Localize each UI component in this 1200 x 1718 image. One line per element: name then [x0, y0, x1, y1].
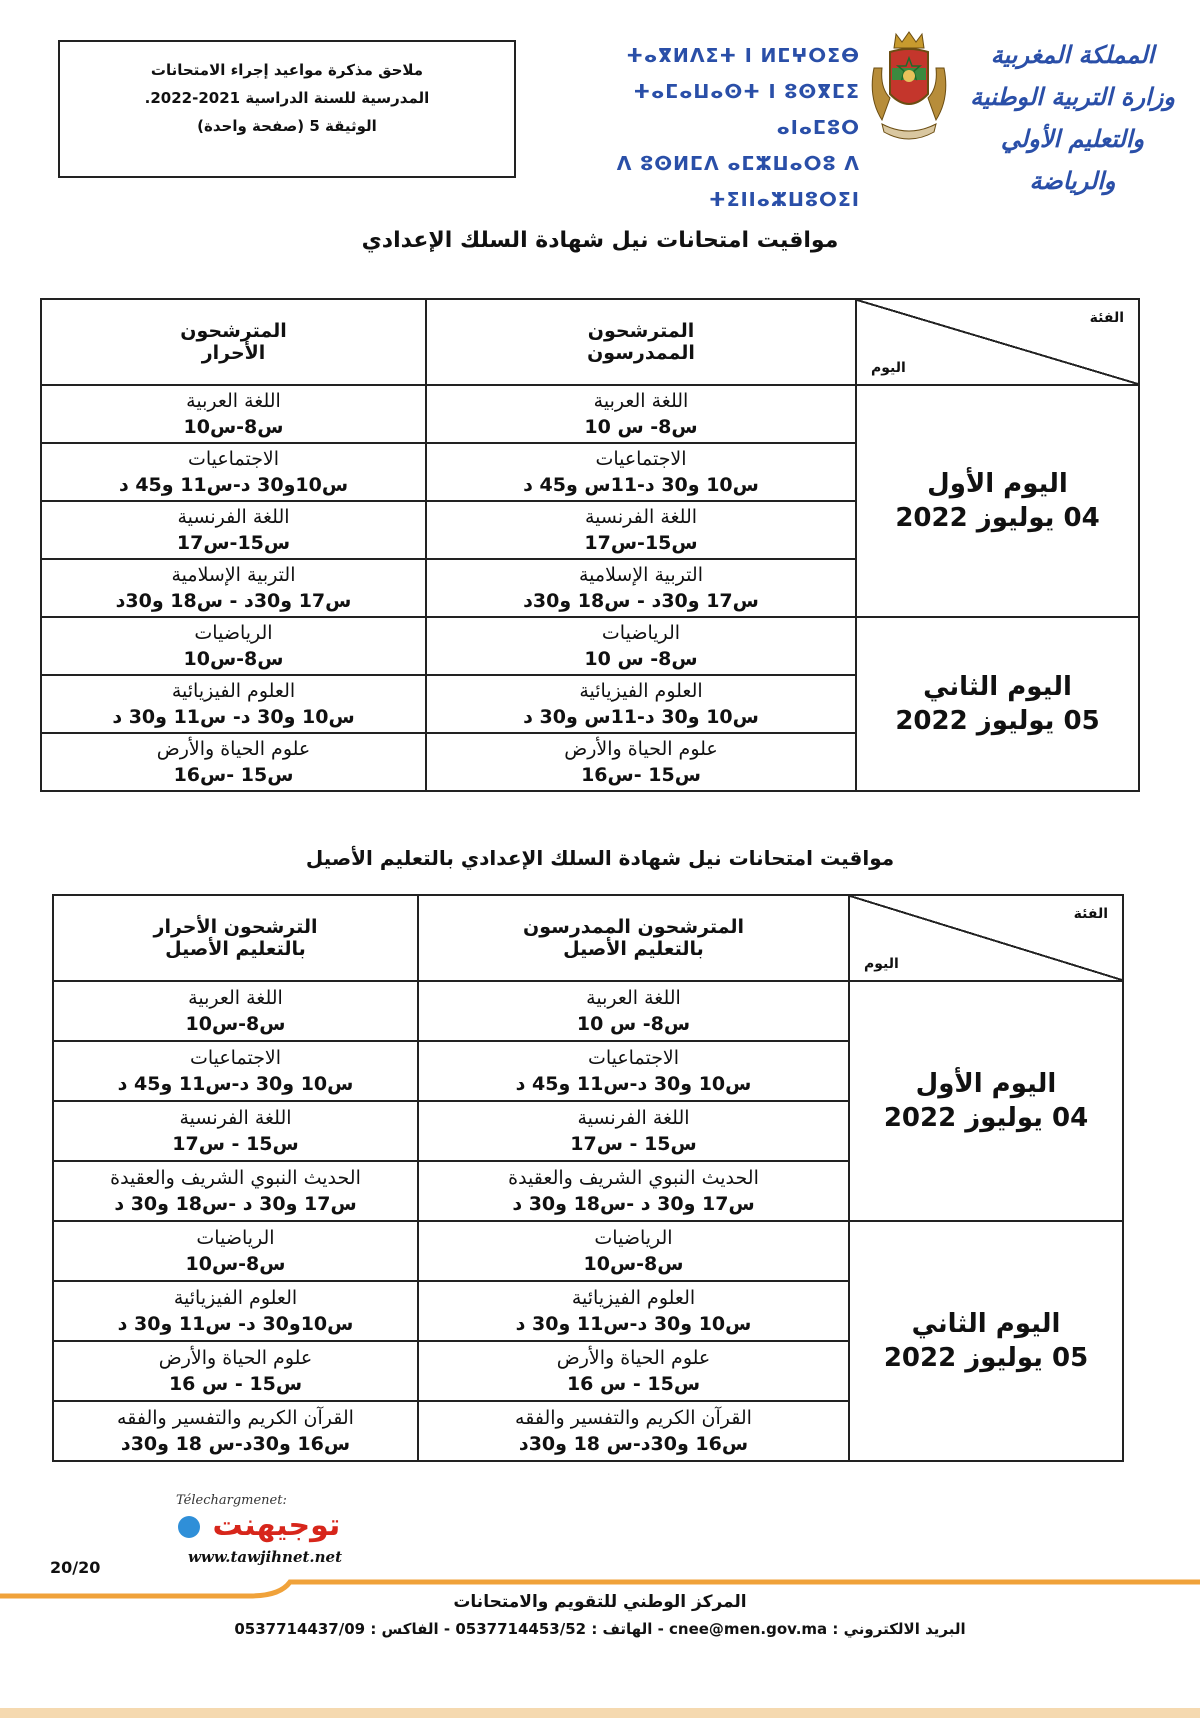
day-name: اليوم الثاني: [923, 672, 1072, 702]
exam-time: س10 و30 د-س11 و45 د: [515, 1073, 752, 1095]
day-name: اليوم الأول: [915, 1069, 1057, 1099]
exam-subject: اللغة الفرنسية: [179, 1107, 292, 1129]
schooled-exam-cell: [426, 385, 856, 443]
exam-subject: علوم الحياة والأرض: [158, 1347, 313, 1369]
exam-time: س8-س10: [185, 1253, 286, 1275]
corner-day: اليوم: [864, 956, 899, 972]
column-free-header: [53, 895, 418, 981]
column-free-line-1: الترشحون الأحرار: [153, 916, 318, 938]
schooled-exam-cell: [426, 559, 856, 617]
exam-time: س10و30 د-س11 و45 د: [118, 474, 349, 496]
free-exam-cell: [41, 675, 426, 733]
exam-time: س17 و30 د -س18 و30 د: [512, 1193, 755, 1215]
table1-title: مواقيت امتحانات نيل شهادة السلك الإعدادي: [361, 228, 839, 253]
column-schooled-header: [418, 895, 849, 981]
exam-row: [53, 1221, 1123, 1281]
column-schooled-line-1: المترشحون: [587, 320, 695, 342]
column-schooled-line-1: المترشحون الممدرسون: [523, 916, 744, 938]
exam-time: س10 و30 د-11س و30 د: [523, 706, 759, 728]
exam-subject: اللغة الفرنسية: [577, 1107, 690, 1129]
ministry-name: [960, 34, 1185, 202]
website-link[interactable]: www.tawjihnet.net: [188, 1548, 343, 1566]
amazigh-line-3: ⴷ ⵓⵙⵍⵎⴷ ⴰⵎⵣⵡⴰⵔⵓ ⴷ ⵜⵉⵏⵏⴰⵣⵡⵓⵔⵉⵏ: [616, 153, 860, 211]
exam-subject: الرياضيات: [594, 1227, 673, 1249]
exam-subject: القرآن الكريم والتفسير والفقه: [515, 1407, 752, 1429]
exam-time: س15 - س 16: [566, 1373, 701, 1395]
day-date: 05 يوليوز 2022: [895, 706, 1100, 736]
exam-subject: علوم الحياة والأرض: [556, 1347, 711, 1369]
table2-title: مواقيت امتحانات نيل شهادة السلك الإعدادي بالتعليم الأصيل: [305, 846, 895, 870]
exam-row: [41, 617, 1139, 675]
free-exam-cell: [53, 1221, 418, 1281]
tawjihnet-logo-text: توجيهنت: [212, 1508, 341, 1543]
exam-subject: العلوم الفيزيائية: [571, 1287, 696, 1309]
exam-subject: العلوم الفيزيائية: [171, 680, 296, 702]
exam-subject: اللغة العربية: [188, 987, 283, 1009]
exam-time: س15 - س17: [172, 1133, 299, 1155]
free-exam-cell: [41, 559, 426, 617]
exam-subject: علوم الحياة والأرض: [156, 738, 311, 760]
ministry-line-1: المملكة المغربية: [990, 40, 1155, 69]
exam-time: س15 - س17: [570, 1133, 697, 1155]
exam-time: س10 و30 د-س11 و45 د: [117, 1073, 354, 1095]
exam-time: س17 و30د - س18 و30د: [115, 590, 352, 612]
column-schooled-header: [426, 299, 856, 385]
corner-day: اليوم: [871, 360, 906, 376]
exam-time: س8-س10: [183, 416, 284, 438]
exam-time: س16 و30د-س 18 و30د: [120, 1433, 351, 1455]
day-name: اليوم الثاني: [911, 1309, 1061, 1339]
exam-time: س17 و30 د -س18 و30 د: [114, 1193, 357, 1215]
schooled-exam-cell: [426, 733, 856, 791]
exam-subject: الحديث النبوي الشريف والعقيدة: [508, 1167, 759, 1189]
day-name: اليوم الأول: [927, 469, 1068, 499]
free-exam-cell: [53, 1161, 418, 1221]
exam-time: س8- س 10: [576, 1013, 691, 1035]
amazigh-line-2: ⵜⴰⵎⴰⵡⴰⵙⵜ ⵏ ⵓⵙⴳⵎⵉ ⴰⵏⴰⵎⵓⵔ: [633, 81, 860, 139]
day-cell: [856, 385, 1139, 617]
exam-subject: القرآن الكريم والتفسير والفقه: [117, 1407, 354, 1429]
corner-header: [849, 895, 1123, 981]
annex-line-1: ملاحق مذكرة مواعيد إجراء الامتحانات: [150, 61, 424, 79]
free-exam-cell: [53, 1101, 418, 1161]
schooled-exam-cell: [426, 443, 856, 501]
day-date: 04 يوليوز 2022: [883, 1103, 1089, 1133]
day-cell: [849, 1221, 1123, 1461]
schooled-exam-cell: [418, 1281, 849, 1341]
schooled-exam-cell: [426, 675, 856, 733]
schooled-exam-cell: [418, 1161, 849, 1221]
day-date: 04 يوليوز 2022: [895, 503, 1100, 533]
free-exam-cell: [41, 443, 426, 501]
exam-subject: اللغة العربية: [586, 987, 681, 1009]
exam-subject: الرياضيات: [601, 622, 681, 644]
schedule-table-original-education: [52, 894, 1124, 1462]
exam-subject: الاجتماعيات: [189, 1047, 282, 1069]
exam-time: س10 و30 د- س11 و30 د: [112, 706, 355, 728]
schooled-exam-cell: [418, 1101, 849, 1161]
exam-subject: التربية الإسلامية: [578, 564, 703, 586]
schooled-exam-cell: [418, 1221, 849, 1281]
download-label: Télechargmenet:: [176, 1493, 287, 1508]
exam-time: س8- س 10: [584, 416, 698, 438]
column-free-header: [41, 299, 426, 385]
exam-time: س16 و30د-س 18 و30د: [518, 1433, 749, 1455]
column-free-line-2: بالتعليم الأصيل: [165, 938, 306, 960]
day-cell: [856, 617, 1139, 791]
exam-subject: التربية الإسلامية: [171, 564, 296, 586]
exam-subject: الاجتماعيات: [595, 448, 687, 470]
schooled-exam-cell: [426, 501, 856, 559]
schooled-exam-cell: [426, 617, 856, 675]
ministry-line-3: والتعليم الأولي والرياضة: [1000, 124, 1145, 195]
exam-time: س8-س10: [185, 1013, 286, 1035]
exam-time: س8-س10: [183, 648, 284, 670]
exam-time: س15 -س16: [173, 764, 294, 786]
exam-subject: الاجتماعيات: [187, 448, 280, 470]
column-schooled-line-2: الممدرسون: [587, 342, 695, 364]
free-exam-cell: [41, 385, 426, 443]
free-exam-cell: [41, 617, 426, 675]
exam-time: س10 و30 د-11س و45 د: [523, 474, 759, 496]
exam-subject: اللغة الفرنسية: [584, 506, 698, 528]
column-schooled-line-2: بالتعليم الأصيل: [563, 938, 704, 960]
exam-subject: الرياضيات: [196, 1227, 275, 1249]
schooled-exam-cell: [418, 1401, 849, 1461]
tawjihnet-logo: [176, 1508, 340, 1543]
exam-time: س17 و30د - س18 و30د: [523, 590, 759, 612]
exam-subject: الاجتماعيات: [587, 1047, 680, 1069]
exam-subject: العلوم الفيزيائية: [173, 1287, 298, 1309]
exam-time: س15-س17: [584, 532, 698, 554]
exam-time: س10و30 د- س11 و30 د: [117, 1313, 354, 1335]
annex-note-box: [58, 40, 516, 178]
schooled-exam-cell: [418, 981, 849, 1041]
exam-time: س15 -س16: [581, 764, 701, 786]
free-exam-cell: [53, 981, 418, 1041]
corner-category: الفئة: [1089, 310, 1124, 326]
column-free-line-1: المترشحون: [180, 320, 287, 342]
schooled-exam-cell: [418, 1341, 849, 1401]
day-date: 05 يوليوز 2022: [883, 1343, 1089, 1373]
schooled-exam-cell: [418, 1041, 849, 1101]
amazigh-ministry-name: [610, 38, 860, 218]
exam-subject: اللغة العربية: [593, 390, 689, 412]
free-exam-cell: [53, 1041, 418, 1101]
exam-time: س10 و30 د-س11 و30 د: [515, 1313, 752, 1335]
schedule-table-general: [40, 298, 1140, 792]
exam-subject: علوم الحياة والأرض: [564, 738, 718, 760]
free-exam-cell: [53, 1341, 418, 1401]
amazigh-line-1: ⵜⴰⴳⵍⴷⵉⵜ ⵏ ⵍⵎⵖⵔⵉⴱ: [626, 45, 860, 67]
exam-time: س8- س 10: [584, 648, 698, 670]
exam-time: س8-س10: [583, 1253, 684, 1275]
exam-subject: اللغة العربية: [186, 390, 281, 412]
day-cell: [849, 981, 1123, 1221]
footer-center-name: المركز الوطني للتقويم والامتحانات: [453, 1592, 747, 1612]
annex-line-3: الوثيقة 5 (صفحة واحدة): [197, 117, 377, 135]
exam-subject: الرياضيات: [194, 622, 273, 644]
free-exam-cell: [53, 1401, 418, 1461]
free-exam-cell: [53, 1281, 418, 1341]
corner-category: الفئة: [1073, 906, 1108, 922]
exam-subject: اللغة الفرنسية: [177, 506, 290, 528]
exam-row: [41, 385, 1139, 443]
exam-time: س15-س17: [176, 532, 291, 554]
column-free-line-2: الأحرار: [201, 342, 266, 364]
exam-row: [53, 981, 1123, 1041]
exam-time: س15 - س 16: [168, 1373, 303, 1395]
free-exam-cell: [41, 501, 426, 559]
globe-icon: [178, 1516, 200, 1538]
annex-line-2: المدرسية للسنة الدراسية 2021-2022.: [144, 89, 430, 107]
exam-subject: الحديث النبوي الشريف والعقيدة: [110, 1167, 361, 1189]
corner-header: [856, 299, 1139, 385]
exam-subject: العلوم الفيزيائية: [579, 680, 703, 702]
page-number: 20/20: [50, 1558, 101, 1577]
footer-contact: البريد الالكتروني : cnee@men.gov.ma - الهاتف : 0537714453/52 - الفاكس : 0537714437/09: [234, 1620, 966, 1638]
ministry-line-2: وزارة التربية الوطنية: [970, 82, 1175, 111]
coat-of-arms-icon: [868, 28, 950, 154]
free-exam-cell: [41, 733, 426, 791]
